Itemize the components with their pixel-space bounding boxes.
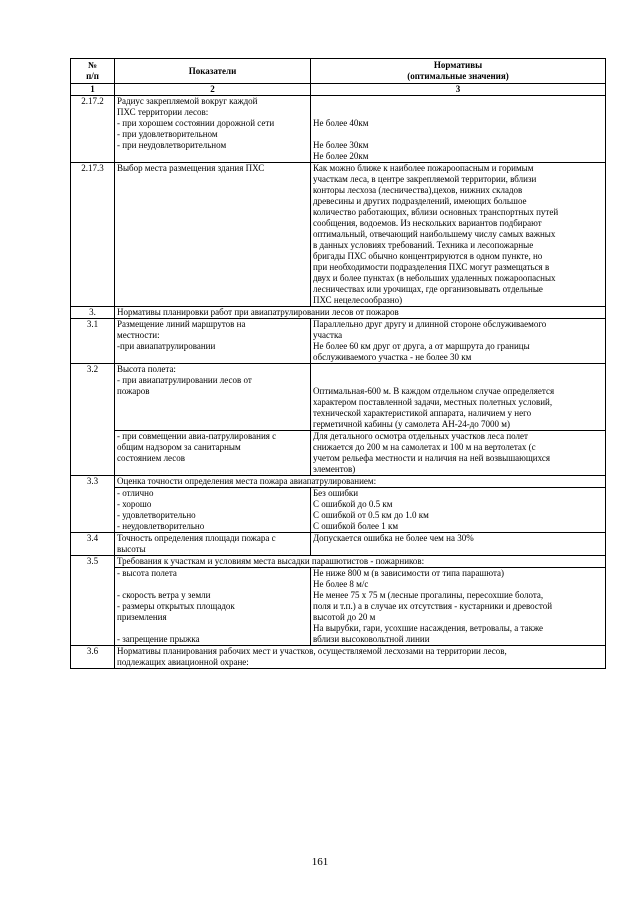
row-number: 2.17.2	[71, 96, 115, 163]
table-row	[71, 319, 606, 364]
row-number: 3.5	[71, 556, 115, 646]
row-number: 3.3	[71, 476, 115, 533]
row-norm: Не ниже 800 м (в зависимости от типа парашюта) Не более 8 м/с Не менее 75 х 75 м (лесные прогалины, пересохшие болота, поля и т.п.) а в случае их отсутствия - кустарники и древостой высотой до 20 м На вырубки, гари, усохшие насаждения, ветровалы, а также вблизи высоковольтной линии	[311, 568, 606, 646]
table-row	[71, 163, 606, 307]
row-norm: Без ошибки С ошибкой до 0.5 км С ошибкой от 0.5 км до 1.0 км С ошибкой более 1 км	[311, 488, 606, 533]
row-number: 3.4	[71, 533, 115, 556]
row-norm: Для детального осмотра отдельных участков леса полет снижается до 200 м на самолетах и 100 м на вертолетах (с учетом рельефа местности и наличия на ней возвышающихся элементов)	[311, 431, 606, 476]
row-title: Оценка точности определения места пожара авиапатрулированием:	[115, 476, 606, 488]
row-norm: Не более 40км Не более 30км Не более 20км	[311, 96, 606, 163]
row-number: 3.1	[71, 319, 115, 364]
row-number: 3.	[71, 307, 115, 319]
page-number: 161	[311, 856, 329, 868]
table-row	[71, 431, 606, 476]
row-norm: Допускается ошибка не более чем на 30%	[311, 533, 606, 556]
row-indicator: - высота полета - скорость ветра у земли - размеры открытых площадок приземления - запрещение прыжка	[115, 568, 311, 646]
table-row	[71, 568, 606, 646]
row-indicator: Выбор места размещения здания ПХС	[115, 163, 311, 307]
table-row	[71, 96, 606, 163]
section-title: Нормативы планировки работ при авиапатрулировании лесов от пожаров	[115, 307, 606, 319]
row-indicator: - отлично - хорошо - удовлетворительно - неудовлетворительно	[115, 488, 311, 533]
row-number: 3.6	[71, 646, 115, 669]
row-indicator: Радиус закрепляемой вокруг каждой ПХС территории лесов: - при хорошем состоянии дорожной сети - при удовлетворительном - при неудовлетворительном	[115, 96, 311, 163]
table-row	[71, 364, 606, 431]
row-number: 2.17.3	[71, 163, 115, 307]
row-title: Нормативы планирования рабочих мест и участков, осуществляемой лесхозами на территории лесов, подлежащих авиационной охране:	[115, 646, 606, 669]
row-indicator: Размещение линий маршрутов на местности: -при авиапатрулировании	[115, 319, 311, 364]
column-index: 2	[115, 84, 311, 96]
table-row	[71, 556, 606, 568]
column-index: 1	[71, 84, 115, 96]
row-indicator: - при совмещении авиа-патрулирования с общим надзором за санитарным состоянием лесов	[115, 431, 311, 476]
header-number: № п/п	[71, 59, 115, 84]
row-norm: Оптимальная-600 м. В каждом отдельном случае определяется характером поставленной задачи, местных полетных условий, технической характеристикой аппарата, наличием у него герметичной кабины (у самолета АН-24-до 7000 м)	[311, 364, 606, 431]
row-indicator: Точность определения площади пожара с высоты	[115, 533, 311, 556]
header-norms: Нормативы (оптимальные значения)	[311, 59, 606, 84]
table-header-row	[71, 59, 606, 84]
document-page	[70, 58, 605, 669]
section-row	[71, 307, 606, 319]
column-index-row	[71, 84, 606, 96]
norms-table	[70, 58, 606, 669]
table-row	[71, 476, 606, 488]
header-indicators: Показатели	[115, 59, 311, 84]
row-indicator: Высота полета: - при авиапатрулировании лесов от пожаров	[115, 364, 311, 431]
column-index: 3	[311, 84, 606, 96]
row-norm: Параллельно друг другу и длинной стороне обслуживаемого участка Не более 60 км друг от друга, а от маршрута до границы обслуживаемого участка - не более 30 км	[311, 319, 606, 364]
row-title: Требования к участкам и условиям места высадки парашютистов - пожарников:	[115, 556, 606, 568]
row-number: 3.2	[71, 364, 115, 476]
table-row	[71, 533, 606, 556]
row-norm: Как можно ближе к наиболее пожароопасным и горимым участкам леса, в центре закрепляемой территории, вблизи конторы лесхоза (лесничества),цехов, нижних складов древесины и других подразделений, имеющих большое количество работающих, вблизи основных транспортных путей сообщения, водоемов. Из нескольких вариантов подбирают оптимальный, отвечающий наибольшему числу самых важных в данных условиях требований. Техника и лесопожарные бригады ПХС обычно концентрируются в одном пункте, но при необходимости подразделения ПХС могут размещаться в двух и более пунктах (в небольших удаленных пожароопасных лесничествах или урочищах, где организовывать отдельные ПХС нецелесообразно)	[311, 163, 606, 307]
table-row	[71, 488, 606, 533]
table-row	[71, 646, 606, 669]
